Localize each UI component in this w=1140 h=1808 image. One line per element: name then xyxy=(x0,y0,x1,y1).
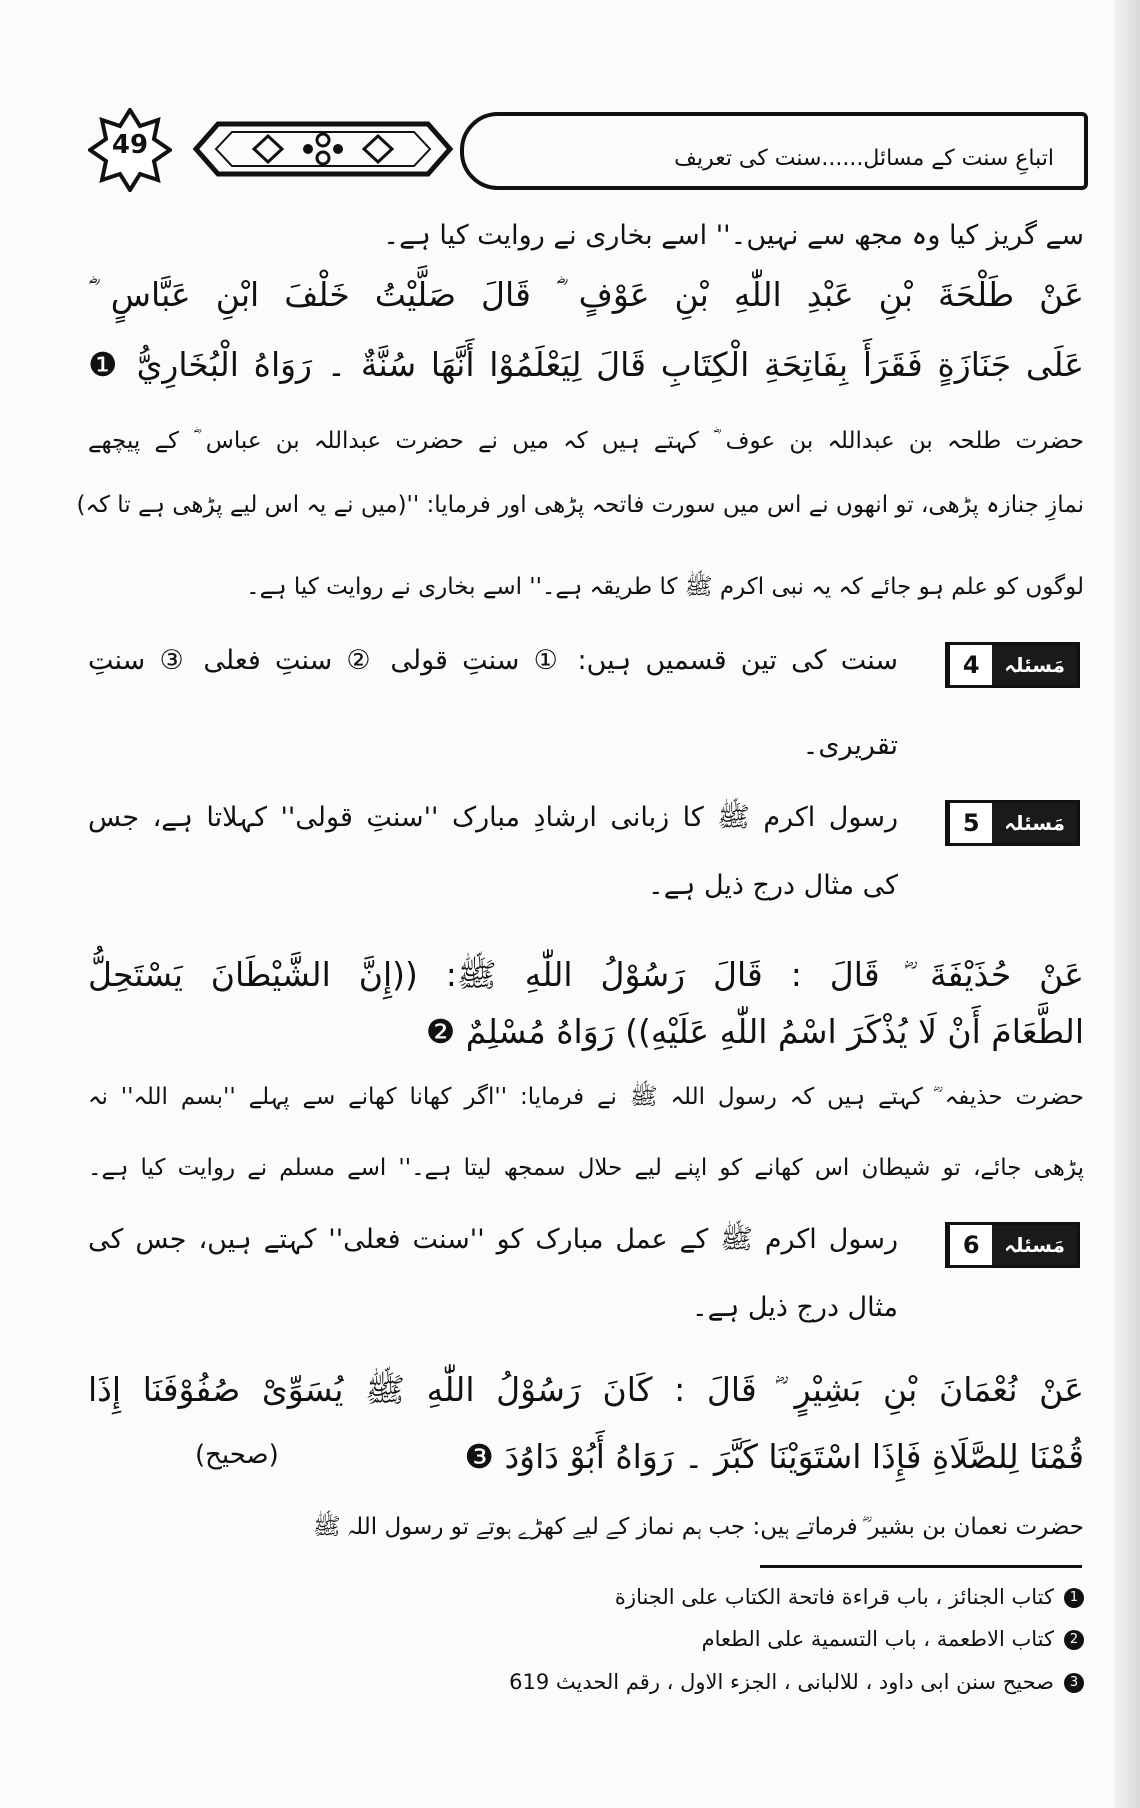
translation-line: پڑھی جائے، تو شیطان اس کھانے کو اپنے لیے حلال سمجھ لیتا ہے۔'' اسے مسلم نے روایت کیا ہے۔ xyxy=(88,1155,1084,1181)
hadith-grade: (صحیح) xyxy=(195,1440,279,1470)
page-header xyxy=(88,108,1088,192)
arabic-hadith-line: عَلَى جَنَازَةٍ فَقَرَأَ بِفَاتِحَةِ الْكِتَابِ قَالَ لِيَعْلَمُوْا أَنَّهَا سُنَّةٌ ۔ رَوَاهُ الْبُخَارِيُّ ❶ xyxy=(88,345,1084,384)
masala-label xyxy=(945,800,1080,846)
footnote-text: كتاب الجنائز ، باب قراءة فاتحة الكتاب على الجنازة xyxy=(614,1585,1054,1609)
page-number-badge xyxy=(88,108,172,192)
translation-line: حضرت نعمان بن بشیر ؓ فرماتے ہیں: جب ہم نماز کے لیے کھڑے ہوتے تو رسول اللہ ﷺ xyxy=(312,1514,1084,1540)
footnote xyxy=(88,1585,1084,1609)
text-line: کی مثال درج ذیل ہے۔ xyxy=(647,870,898,901)
footnote-marker: 3 xyxy=(1064,1673,1084,1693)
translation-line: نمازِ جنازہ پڑھی، تو انھوں نے اس میں سورت فاتحہ پڑھی اور فرمایا: ''(میں نے یہ اس لیے پڑھی ہے تا کہ) xyxy=(76,492,1084,518)
footnote-text: صحيح سنن ابى داود ، للالبانى ، الجزء الاول ، رقم الحديث 619 xyxy=(509,1670,1054,1694)
text-line: سنت کی تین قسمیں ہیں: ① سنتِ قولی ② سنتِ فعلی ③ سنتِ xyxy=(88,645,898,676)
masala-text: مَسئلہ xyxy=(992,803,1077,843)
masala-number: 6 xyxy=(948,1225,992,1265)
masala-label xyxy=(945,642,1080,688)
masala-text: مَسئلہ xyxy=(992,1225,1077,1265)
arabic-hadith-line: عَنْ حُذَيْفَةَ ؓ قَالَ : قَالَ رَسُوْلُ اللّٰهِ ﷺ: ((إِنَّ الشَّيْطَانَ يَسْتَحِلُّ xyxy=(88,955,1084,994)
masala-text: مَسئلہ xyxy=(992,645,1077,685)
arabic-hadith-line: قُمْنَا لِلصَّلَاةِ فَإِذَا اسْتَوَيْنَا كَبَّرَ ۔ رَوَاهُ أَبُوْ دَاوُدَ ❸ xyxy=(464,1437,1084,1476)
arabic-hadith-line: عَنْ نُعْمَانَ بْنِ بَشِيْرٍ ؓ قَالَ : كَانَ رَسُوْلُ اللّٰهِ ﷺ يُسَوِّىْ صُفُوْفَنَا إِذَا xyxy=(88,1370,1084,1409)
text-line: مثال درج ذیل ہے۔ xyxy=(691,1292,898,1323)
text-line: تقریری۔ xyxy=(802,730,898,761)
decorative-ornament-icon xyxy=(188,116,458,182)
footnote-marker: 2 xyxy=(1064,1630,1084,1650)
running-title-box xyxy=(460,112,1088,190)
translation-line: لوگوں کو علم ہو جائے کہ یہ نبی اکرم ﷺ کا طریقہ ہے۔'' اسے بخاری نے روایت کیا ہے۔ xyxy=(246,574,1084,600)
masala-number: 4 xyxy=(948,645,992,685)
text-line: رسول اکرم ﷺ کا زبانی ارشادِ مبارک ''سنتِ قولی'' کہلاتا ہے، جس xyxy=(88,802,898,833)
arabic-hadith-line: الطَّعَامَ أَنْ لَا يُذْكَرَ اسْمُ اللّٰهِ عَلَيْهِ)) رَوَاهُ مُسْلِمٌ ❷ xyxy=(425,1012,1084,1051)
footnote-marker: 1 xyxy=(1064,1588,1084,1608)
masala-label xyxy=(945,1222,1080,1268)
page-number: 49 xyxy=(111,130,149,160)
running-title: اتباعِ سنت کے مسائل......سنت کی تعریف xyxy=(674,146,1054,171)
masala-number: 5 xyxy=(948,803,992,843)
footnote xyxy=(88,1670,1084,1694)
footnote-divider xyxy=(760,1565,1082,1568)
footnote-text: كتاب الاطعمة ، باب التسمية على الطعام xyxy=(701,1627,1054,1651)
text-line: سے گریز کیا وہ مجھ سے نہیں۔'' اسے بخاری نے روایت کیا ہے۔ xyxy=(383,220,1084,251)
arabic-hadith-line: عَنْ طَلْحَةَ بْنِ عَبْدِ اللّٰهِ بْنِ عَوْفٍ ؓ قَالَ صَلَّيْتُ خَلْفَ ابْنِ عَبَّاسٍ ؓ xyxy=(88,275,1084,314)
text-line: رسول اکرم ﷺ کے عمل مبارک کو ''سنت فعلی'' کہتے ہیں، جس کی xyxy=(88,1224,898,1255)
translation-line: حضرت طلحہ بن عبداللہ بن عوف ؓ کہتے ہیں کہ میں نے حضرت عبداللہ بن عباس ؓ کے پیچھے xyxy=(88,428,1084,454)
translation-line: حضرت حذیفہ ؓ کہتے ہیں کہ رسول اللہ ﷺ نے فرمایا: ''اگر کھانا کھانے سے پہلے ''بسم اللہ'' نہ xyxy=(88,1084,1084,1110)
footnote xyxy=(88,1627,1084,1651)
